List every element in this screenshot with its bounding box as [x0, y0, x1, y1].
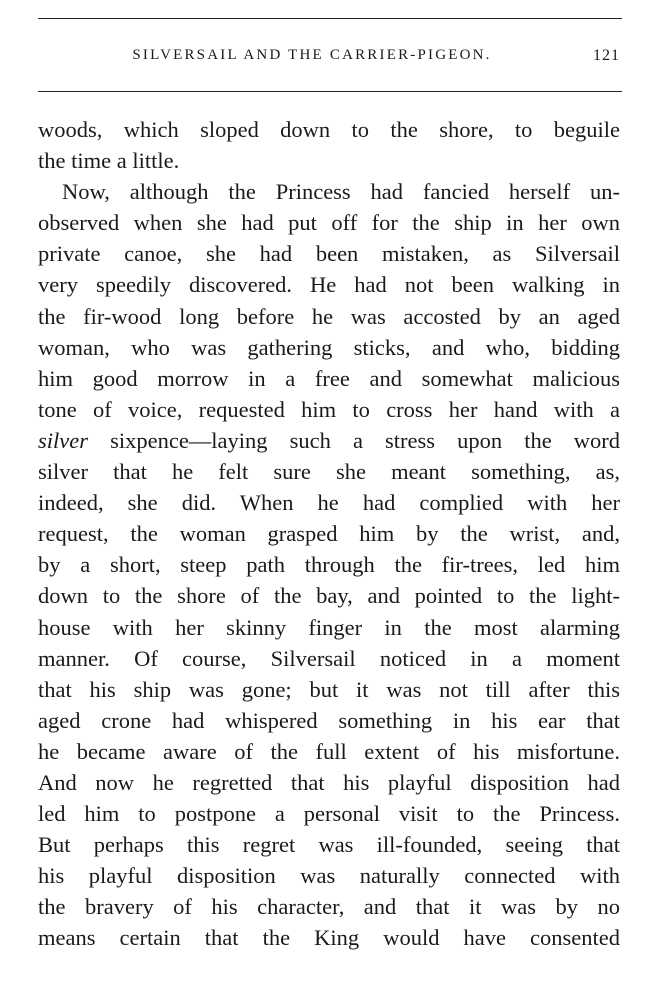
text-line: very speedily discovered. He had not been walking in: [38, 272, 620, 298]
text-line: Now, although the Princess had fancied herself un-: [62, 179, 620, 205]
text-line: tone of voice, requested him to cross her hand with a: [38, 396, 620, 422]
italic-word: silver: [38, 427, 88, 453]
running-title: SILVERSAIL AND THE CARRIER-PIGEON.: [132, 47, 492, 63]
text-line: that his ship was gone; but it was not till after this: [38, 676, 620, 702]
body-text: [38, 114, 620, 954]
text-line: manner. Of course, Silversail noticed in a moment: [38, 645, 620, 671]
running-head: [38, 47, 622, 71]
text-line: his playful disposition was naturally connected with: [38, 863, 620, 889]
text-line: he became aware of the full extent of his misfortune.: [38, 738, 620, 764]
text-line: indeed, she did. When he had complied with her: [38, 490, 620, 516]
text-line-with-italic: [38, 425, 620, 456]
text-line: down to the shore of the bay, and pointed to the light-: [38, 583, 620, 609]
text-line: house with her skinny finger in the most alarming: [38, 614, 620, 640]
text-line: observed when she had put off for the ship in her own: [38, 210, 620, 236]
text-line: woods, which sloped down to the shore, to beguile: [38, 117, 620, 142]
text-line: But perhaps this regret was ill-founded, seeing that: [38, 832, 620, 858]
text-line: led him to postpone a personal visit to the Princess.: [38, 801, 620, 827]
text-line: request, the woman grasped him by the wrist, and,: [38, 521, 620, 547]
page-number: 121: [593, 47, 620, 64]
text-line: by a short, steep path through the fir-trees, led him: [38, 552, 620, 578]
header-rule: [38, 91, 622, 92]
text-line: the time a little.: [38, 148, 180, 174]
text-line: means certain that the King would have consented: [38, 925, 620, 951]
text-line: him good morrow in a free and somewhat malicious: [38, 365, 620, 391]
text-line: aged crone had whispered something in his ear that: [38, 707, 620, 733]
text-line: private canoe, she had been mistaken, as Silversail: [38, 241, 620, 267]
text-line: the fir-wood long before he was accosted by an aged: [38, 303, 620, 329]
text-line-rest: sixpence—laying such a stress upon the word: [110, 427, 621, 453]
top-rule: [38, 18, 622, 19]
text-line: silver that he felt sure she meant something, as,: [38, 459, 620, 485]
text-line: woman, who was gathering sticks, and who, bidding: [38, 334, 620, 360]
text-line: the bravery of his character, and that it was by no: [38, 894, 620, 920]
text-line: And now he regretted that his playful disposition had: [38, 769, 620, 795]
